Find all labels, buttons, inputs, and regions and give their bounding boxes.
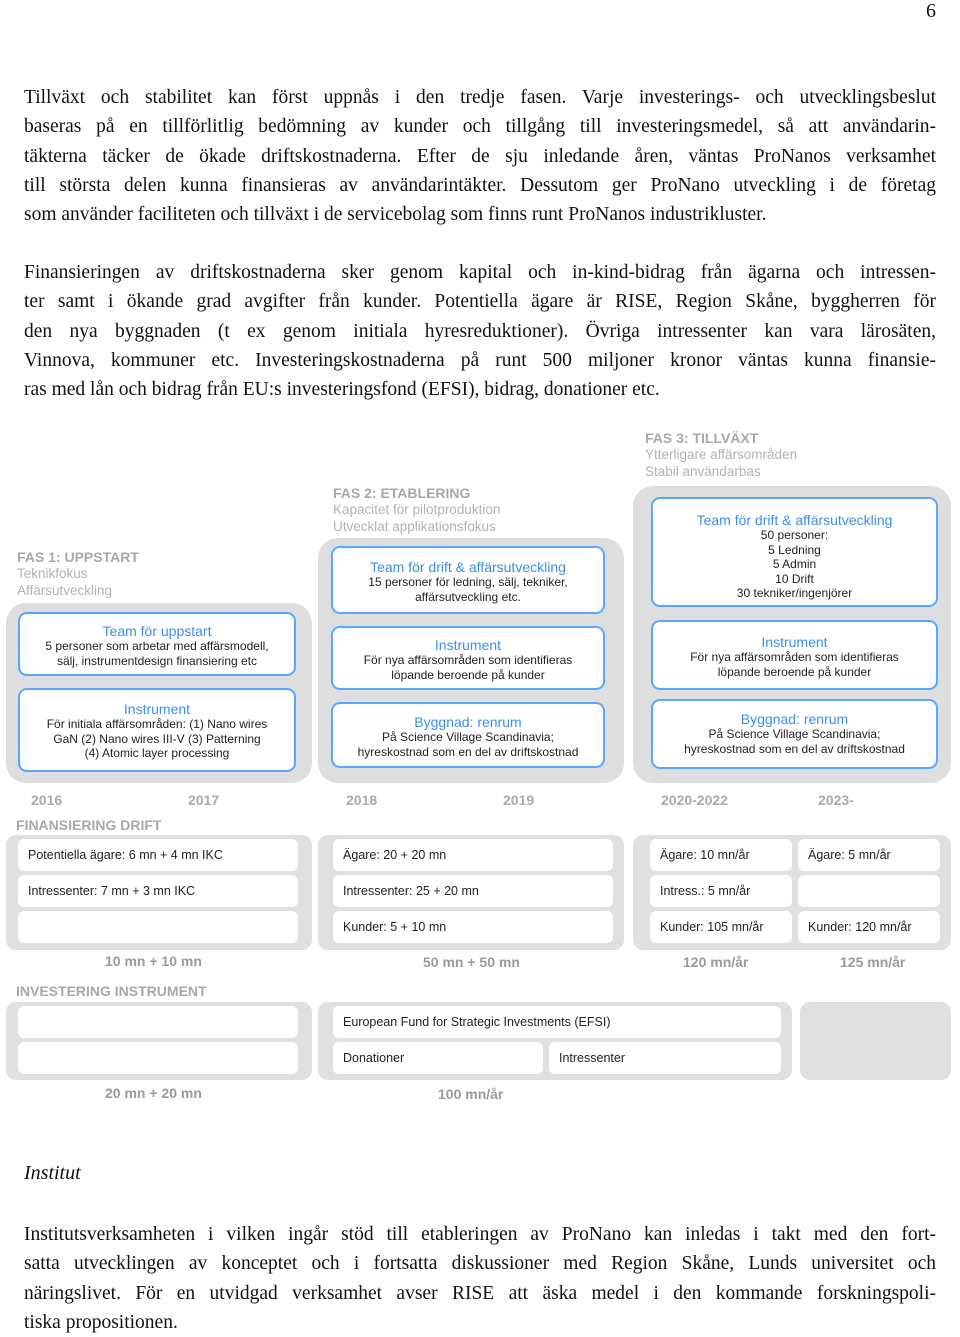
year-label: 2023- [818,792,854,808]
financing-item: Intressenter: 25 + 20 mn [333,875,613,907]
box-line: hyreskostnad som en del av driftskostnad [684,741,905,756]
box-line: På Science Village Scandinavia; [382,730,554,744]
year-label: 2019 [503,792,535,808]
phase1-instrument-box [18,688,296,772]
phase2-sub: Utvecklat applikationsfokus [333,519,496,534]
investment-label: INVESTERING INSTRUMENT [16,983,207,999]
text-line: täkterna täcker de ökade driftskostnaderna. Efter de sju inledande åren, väntas ProNanos verksamhet [24,145,936,167]
box-line: För initiala affärsområden: (1) Nano wires [46,717,268,731]
financing-label: FINANSIERING DRIFT [16,817,162,833]
section-heading: Institut [24,1162,81,1184]
box-line: 5 Ledning [768,542,821,557]
investment-item-donations: Donationer [333,1042,543,1074]
box-line: sälj, instrumentdesign finansiering etc [56,653,258,668]
page-number: 6 [926,0,936,22]
box-heading: Byggnad: renrum [740,711,849,727]
text-line: den nya byggnaden (t ex genom initiala hyresreduktioner). Övriga intressenter kan vara lärosäten, [24,320,936,342]
phase1-title: FAS 1: UPPSTART [17,549,139,565]
text-line: Vinnova, kommuner etc. Investeringskostnaderna på runt 500 miljoner kronor väntas kunna finansie- [24,349,936,371]
box-line: (4) Atomic layer processing [84,746,230,760]
phase1-team-box [18,612,296,676]
box-line: 5 personer som arbetar med affärsmodell, [45,639,269,653]
box-line: 30 tekniker/ingenjörer [736,586,853,600]
financing-item: Kunder: 120 mn/år [798,911,940,943]
text-line: satta utvecklingen av konceptet och i fortsatta diskussioner med Region Skåne, Lunds universitet och [24,1253,936,1275]
box-heading: Team för drift & affärsutveckling [370,559,566,575]
text-line: tiska propositionen. [24,1311,178,1333]
phase1-sub: Teknikfokus [17,566,88,581]
financing-item: Potentiella ägare: 6 mn + 4 mn IKC [18,839,298,871]
box-heading: Instrument [434,637,502,653]
phase2-sub: Kapacitet för pilotproduktion [333,502,501,517]
phase3-label [645,430,797,480]
text-line: ras med lån och bidrag från EU:s investeringsfond (EFSI), bidrag, donationer etc. [24,379,660,401]
phase2-building-box [331,702,605,768]
phase2-label [333,485,500,535]
investment-sum: 20 mn + 20 mn [105,1085,202,1101]
paragraph-financing [24,258,936,404]
box-line: löpande beroende på kunder [717,664,872,679]
text-line: Tillväxt och stabilitet kan först uppnås i den tredje fasen. Varje investerings- och utvecklingsbeslut [24,87,936,108]
financing-item: Ägare: 10 mn/år [650,839,792,871]
financing-sum: 10 mn + 10 mn [105,953,202,969]
box-heading: Byggnad: renrum [414,714,522,730]
investment-panel-phase3 [800,1002,951,1080]
phase3-building-box [651,699,938,769]
year-label: 2018 [346,792,378,808]
phase3-sub: Ytterligare affärsområden [645,447,798,462]
phase2-team-box [331,546,605,614]
text-line: Finansieringen av driftskostnaderna sker genom kapital och in-kind-bidrag från ägarna och intressen- [24,262,936,283]
box-line: För nya affärsområden som identifieras [690,650,899,664]
investment-item-stakeholders: Intressenter [549,1042,781,1074]
financing-item: Intressenter: 7 mn + 3 mn IKC [18,875,298,907]
text-line: Institutsverksamheten i vilken ingår stöd till etableringen av ProNano kan inledas i takt med den fort- [24,1224,936,1245]
financing-sum: 120 mn/år [683,954,749,970]
box-heading: Team för uppstart [102,623,212,639]
box-line: hyreskostnad som en del av driftskostnad [357,744,579,759]
investment-sum: 100 mn/år [438,1086,504,1102]
box-heading: Team för drift & affärsutveckling [696,512,893,528]
text-line: baseras på en tillförlitlig bedömning av kunder och tillgång till investeringsmedel, så att användarin- [24,116,936,138]
investment-item-empty [18,1006,298,1038]
box-heading: Instrument [761,634,828,650]
financing-item: Intress.: 5 mn/år [650,875,792,907]
text-line: som använder faciliteten och tillväxt i de servicebolag som finns runt ProNanos industrikluster. [24,204,767,226]
box-line: affärsutveckling etc. [415,589,521,604]
box-line: För nya affärsområden som identifieras [363,653,573,667]
financing-item: Ägare: 20 + 20 mn [333,839,613,871]
box-line: På Science Village Scandinavia; [708,727,881,741]
box-line: 5 Admin [772,557,817,571]
text-line: till största delen kunna finansieras av användarintäkter. Dessutom ger ProNano utveckling i de företag [24,174,936,196]
text-line: ter samt i ökande grad avgifter från kunder. Potentiella ägare är RISE, Region Skåne, byggherren för [24,291,936,313]
phase2-instrument-box [331,626,605,690]
financing-item-empty [18,911,298,943]
financing-sum: 50 mn + 50 mn [423,954,520,970]
financing-item: Kunder: 5 + 10 mn [333,911,613,943]
financing-item: Kunder: 105 mn/år [650,911,792,943]
box-line: GaN (2) Nano wires III-V (3) Patterning [53,731,261,746]
phase1-sub: Affärsutveckling [17,583,113,598]
phase1-label [17,549,139,599]
year-label: 2020-2022 [661,792,728,808]
box-line: löpande beroende på kunder [391,667,545,682]
paragraph-growth [24,83,936,229]
phase2-title: FAS 2: ETABLERING [333,485,471,501]
financing-item-empty [798,875,940,907]
investment-item-empty [18,1042,298,1074]
box-line: 10 Drift [775,571,814,586]
phase3-team-box [651,497,938,607]
year-label: 2016 [31,792,63,808]
box-heading: Instrument [123,701,191,717]
text-line: näringslivet. För en utvidgad verksamhet avser RISE att äska medel i den kommande forskningspoli- [24,1282,936,1304]
phase3-title: FAS 3: TILLVÄXT [645,430,759,446]
phase3-instrument-box [651,620,938,690]
year-label: 2017 [188,792,220,808]
investment-item-efsi: European Fund for Strategic Investments (EFSI) [333,1006,781,1038]
phase3-sub: Stabil användarbas [645,464,761,479]
box-line: 15 personer för ledning, sälj, tekniker, [368,575,568,589]
box-line: 50 personer: [760,528,829,542]
financing-sum: 125 mn/år [840,954,906,970]
paragraph-institute [24,1220,936,1337]
financing-item: Ägare: 5 mn/år [798,839,940,871]
